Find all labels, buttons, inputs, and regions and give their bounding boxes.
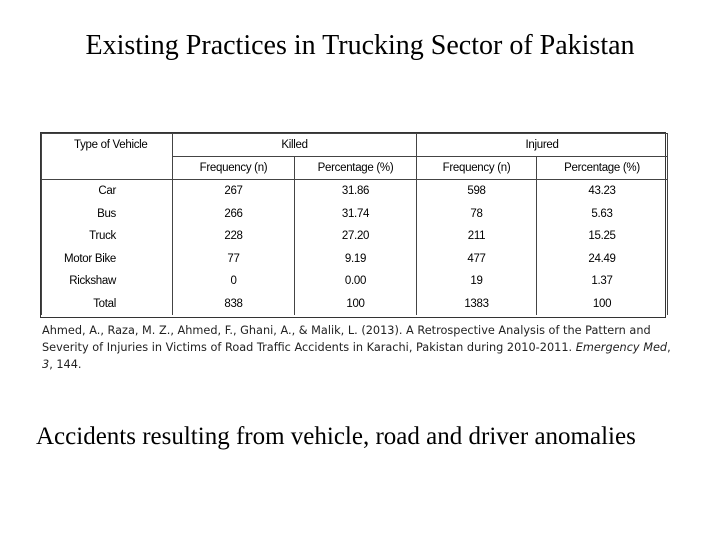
citation-journal: Emergency Med xyxy=(575,341,668,354)
injured-pct-cell: 100 xyxy=(537,293,668,316)
injured-n-cell: 19 xyxy=(417,270,537,293)
type-of-vehicle-header: Type of Vehicle xyxy=(42,134,173,180)
injured-n-cell: 78 xyxy=(417,203,537,226)
table-row-total xyxy=(42,293,668,316)
vehicle-cell: Motor Bike xyxy=(42,248,173,271)
accident-table-image xyxy=(40,132,666,318)
killed-pct-cell: 27.20 xyxy=(295,225,417,248)
table-row xyxy=(42,203,668,226)
injured-percentage-header: Percentage (%) xyxy=(537,157,668,180)
vehicle-cell: Bus xyxy=(42,203,173,226)
injured-pct-cell: 43.23 xyxy=(537,180,668,203)
injured-n-cell: 211 xyxy=(417,225,537,248)
slide-title: Existing Practices in Trucking Sector of Pakistan xyxy=(85,30,635,61)
injured-n-cell: 477 xyxy=(417,248,537,271)
table-row xyxy=(42,270,668,293)
killed-pct-cell: 31.86 xyxy=(295,180,417,203)
vehicle-cell: Car xyxy=(42,180,173,203)
citation-separator: , xyxy=(667,341,671,354)
injured-n-cell: 1383 xyxy=(417,293,537,316)
injured-pct-cell: 5.63 xyxy=(537,203,668,226)
accident-table xyxy=(41,133,668,315)
killed-pct-cell: 9.19 xyxy=(295,248,417,271)
killed-n-cell: 266 xyxy=(173,203,295,226)
killed-n-cell: 77 xyxy=(173,248,295,271)
injured-pct-cell: 15.25 xyxy=(537,225,668,248)
vehicle-cell: Truck xyxy=(42,225,173,248)
table-header-row xyxy=(42,134,668,157)
killed-n-cell: 0 xyxy=(173,270,295,293)
killed-frequency-header: Frequency (n) xyxy=(173,157,295,180)
table-row xyxy=(42,225,668,248)
killed-pct-cell: 100 xyxy=(295,293,417,316)
injured-group-header: Injured xyxy=(417,134,668,157)
injured-pct-cell: 24.49 xyxy=(537,248,668,271)
injured-n-cell: 598 xyxy=(417,180,537,203)
killed-percentage-header: Percentage (%) xyxy=(295,157,417,180)
injured-pct-cell: 1.37 xyxy=(537,270,668,293)
killed-n-cell: 228 xyxy=(173,225,295,248)
citation-volume: 3 xyxy=(42,358,50,371)
killed-pct-cell: 0.00 xyxy=(295,270,417,293)
citation xyxy=(42,322,672,373)
citation-pages: , 144. xyxy=(49,358,82,371)
injured-frequency-header: Frequency (n) xyxy=(417,157,537,180)
killed-group-header: Killed xyxy=(173,134,417,157)
table-row xyxy=(42,248,668,271)
killed-pct-cell: 31.74 xyxy=(295,203,417,226)
vehicle-cell: Total xyxy=(42,293,173,316)
table-row xyxy=(42,180,668,203)
vehicle-cell: Rickshaw xyxy=(42,270,173,293)
slide-body-text: Accidents resulting from vehicle, road and driver anomalies xyxy=(36,423,636,450)
citation-text: Ahmed, A., Raza, M. Z., Ahmed, F., Ghani, A., & Malik, L. (2013). A Retrospective Analysis of the Pattern and Severity of Injuries in Victims of Road Traffic Accidents in Karachi, Pakistan during 2010-2011. xyxy=(42,324,651,354)
killed-n-cell: 267 xyxy=(173,180,295,203)
killed-n-cell: 838 xyxy=(173,293,295,316)
